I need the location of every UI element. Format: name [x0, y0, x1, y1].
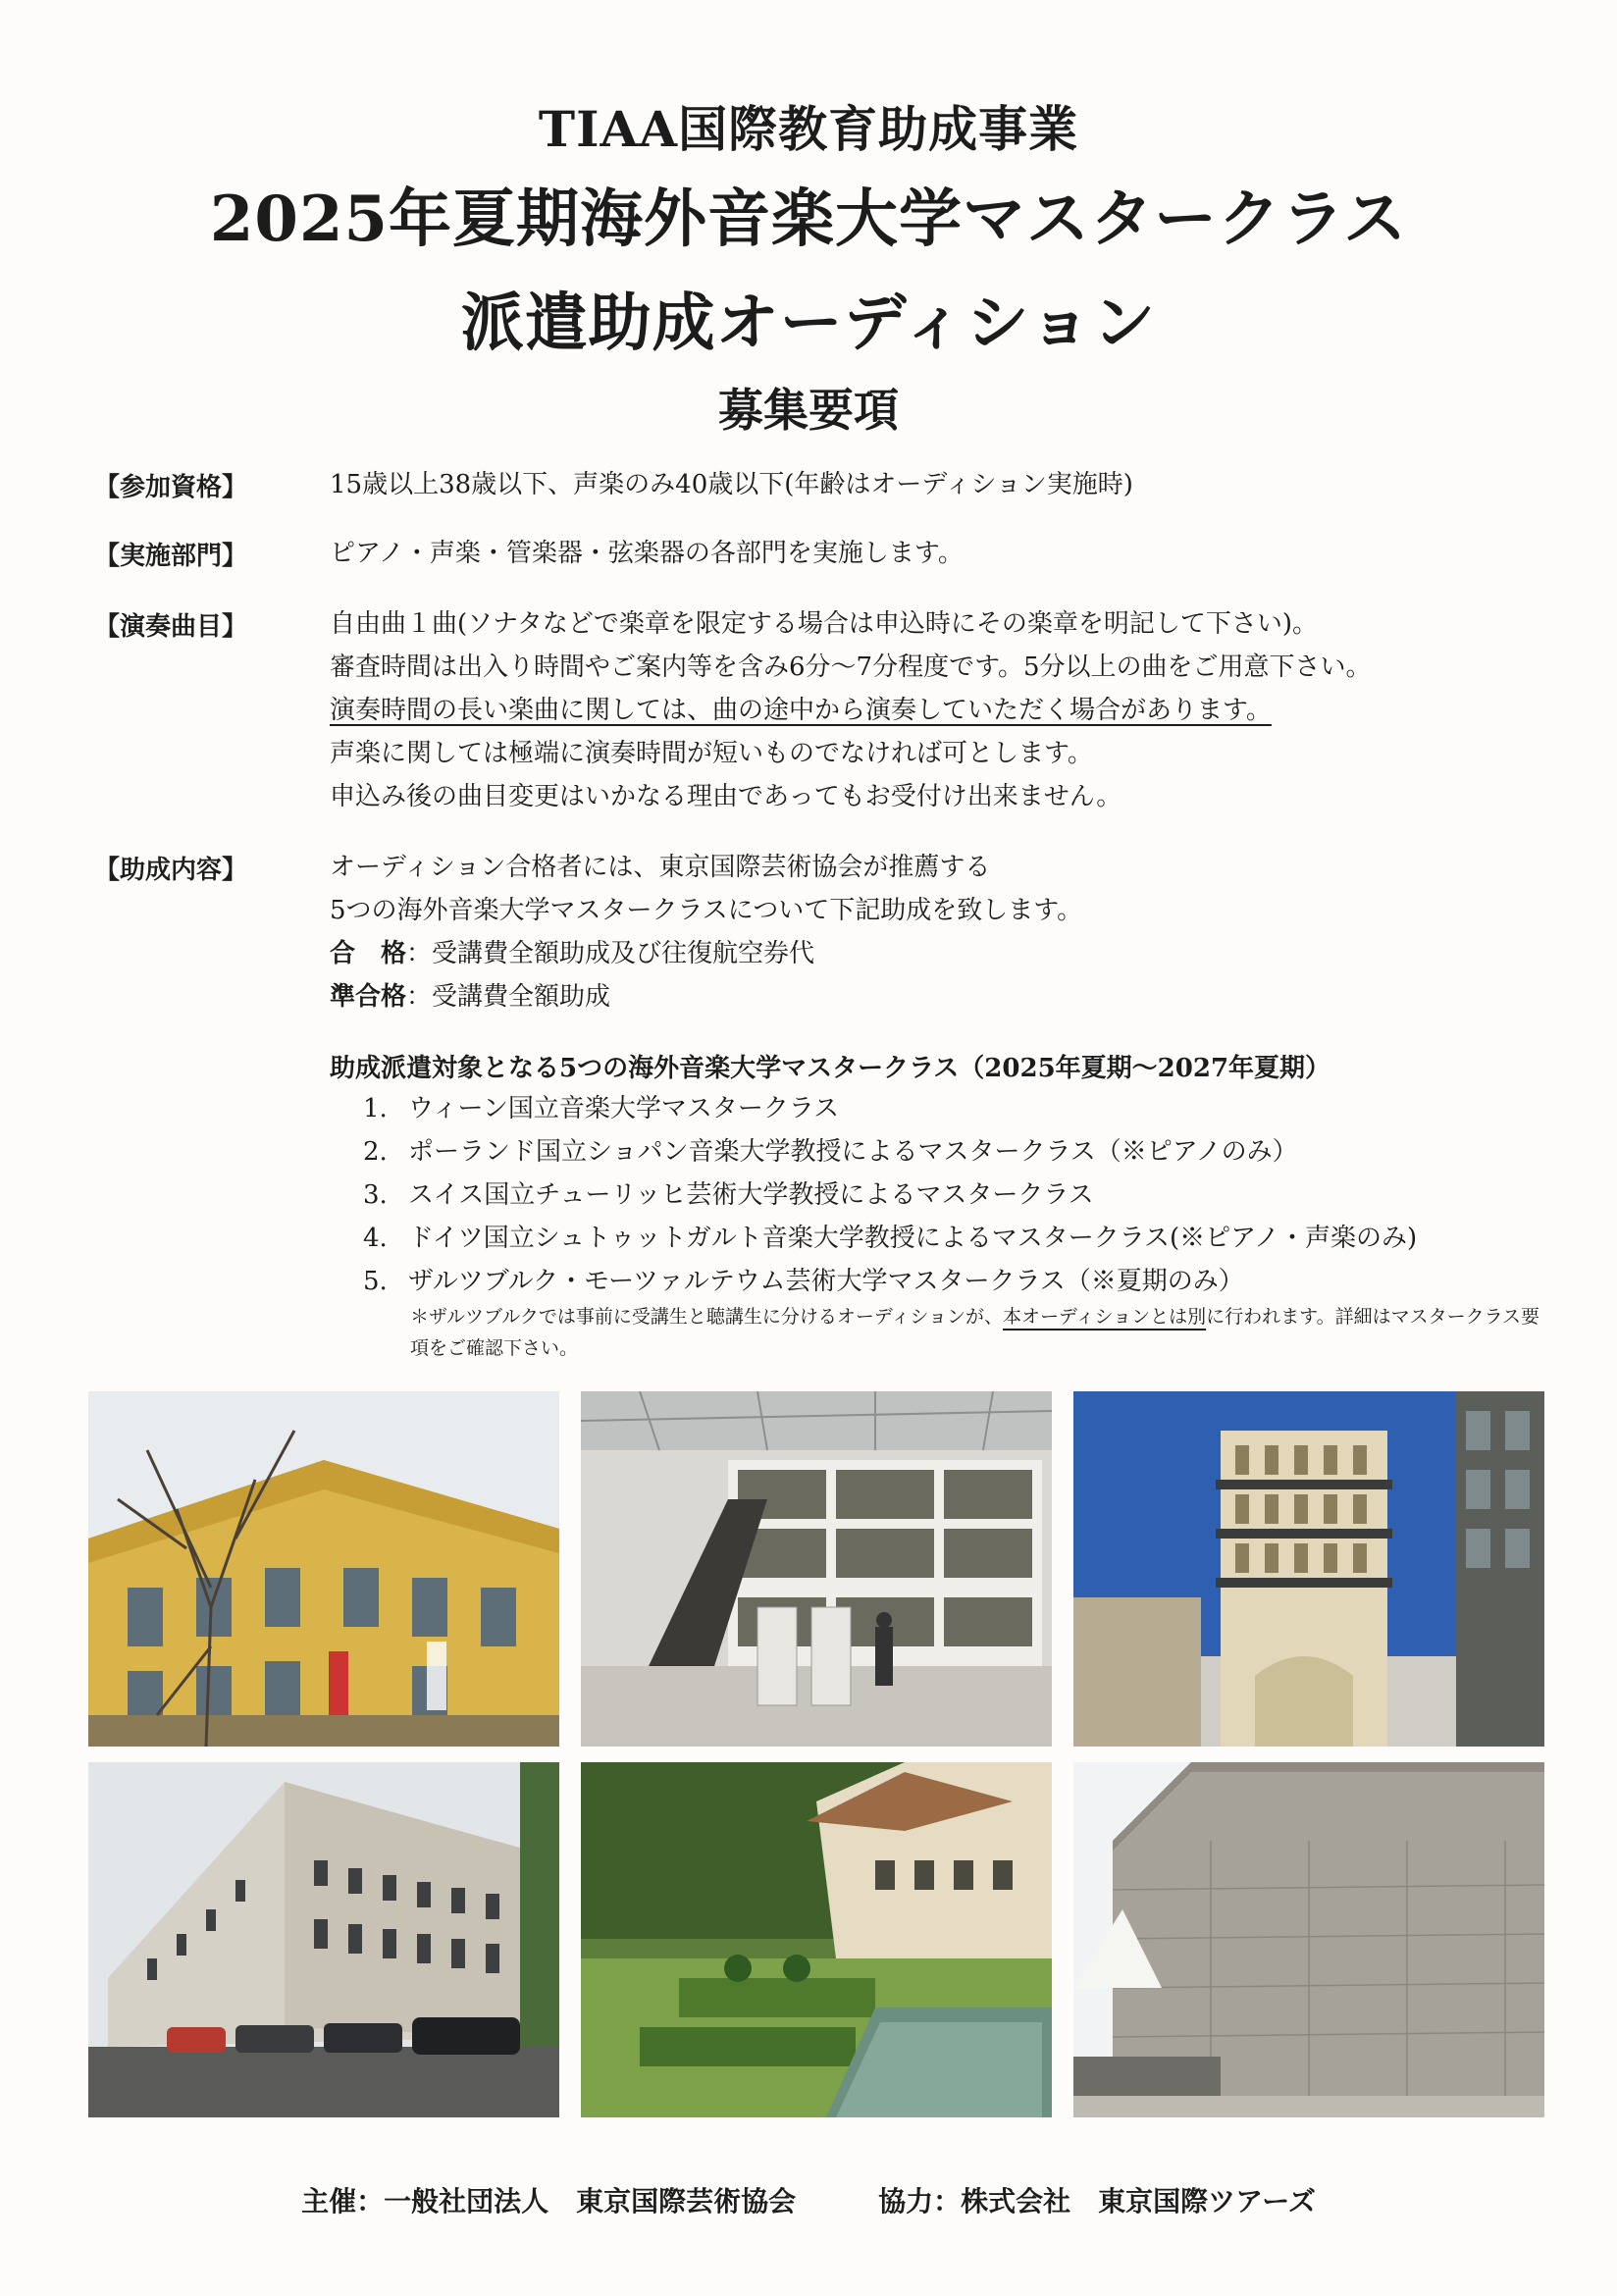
photo-munich-building: [88, 1762, 559, 2117]
eligibility-text: 15歳以上38歳以下、声楽のみ40歳以下(年齢はオーディション実施時): [330, 470, 1133, 499]
salzburg-note: ＊ザルツブルクでは事前に受講生と聴講生に分けるオーディションが、本オーディションとは別に行われます。詳細はマスタークラス要項をご確認下さい。: [410, 1306, 1540, 1359]
semi-pass-label: 準合格: [330, 982, 407, 1012]
list-item: 3. スイス国立チューリッヒ芸術大学教授によるマスタークラス: [363, 1180, 1094, 1210]
repertoire-line: 審査時間は出入り時間やご案内等を含み6分～7分程度です。5分以上の曲をご用意下さい。: [330, 652, 1372, 682]
cooperation-text: 協力：株式会社 東京国際ツアーズ: [878, 2185, 1316, 2218]
repertoire-line-underlined: 演奏時間の長い楽曲に関しては、曲の途中から演奏していただく場合があります。: [330, 696, 1272, 725]
main-title-line1: 2025年夏期海外音楽大学マスタークラス: [209, 183, 1408, 256]
list-item: 1. ウィーン国立音楽大学マスタークラス: [363, 1094, 840, 1123]
grant-semi-pass: [330, 979, 1586, 1022]
main-title-line2: 派遣助成オーディション: [460, 287, 1157, 360]
footer: [0, 2180, 1617, 2219]
list-item: 4. ドイツ国立シュトゥットガルト音楽大学教授によるマスタークラス(※ピアノ・声楽のみ): [363, 1224, 1418, 1253]
photo-zurich-garden: [581, 1762, 1052, 2117]
photo-warsaw-interior: [581, 1391, 1052, 1747]
departments-label: 【実施部門】: [94, 542, 248, 571]
masterclass-list-title: 助成派遣対象となる5つの海外音楽大学マスタークラス（2025年夏期～2027年夏期）: [330, 1054, 1331, 1083]
list-item: 5. ザルツブルク・モーツァルテウム芸術大学マスタークラス（※夏期のみ）: [363, 1267, 1244, 1296]
organizer-text: 主催：一般社団法人 東京国際芸術協会: [301, 2185, 797, 2218]
pass-label: 合 格: [330, 939, 407, 968]
grant-line: 5つの海外音楽大学マスタークラスについて下記助成を致します。: [330, 896, 1083, 925]
subtitle: 募集要項: [718, 384, 899, 437]
photo-stuttgart-tower: [1073, 1391, 1544, 1747]
eligibility-label: 【参加資格】: [94, 473, 248, 502]
program-title: TIAA国際教育助成事業: [538, 100, 1079, 158]
repertoire-line: 声楽に関しては極端に演奏時間が短いものでなければ可とします。: [330, 739, 1093, 768]
masterclass-list: [363, 1091, 1417, 1307]
semi-pass-text: ：受講費全額助成: [406, 982, 611, 1012]
repertoire-line: 自由曲１曲(ソナタなどで楽章を限定する場合は申込時にその楽章を明記して下さい)。: [330, 609, 1318, 639]
photo-salzburg-building: [1073, 1762, 1544, 2117]
grant-label: 【助成内容】: [94, 856, 248, 885]
repertoire-label: 【演奏曲目】: [94, 612, 248, 642]
grant-pass: [330, 936, 1586, 979]
pass-text: ：受講費全額助成及び往復航空券代: [406, 939, 815, 968]
repertoire-line: 申込み後の曲目変更はいかなる理由であってもお受付け出来ません。: [330, 782, 1122, 811]
list-item: 2. ポーランド国立ショパン音楽大学教授によるマスタークラス（※ピアノのみ）: [363, 1137, 1298, 1167]
departments-text: ピアノ・声楽・管楽器・弦楽器の各部門を実施します。: [330, 539, 964, 568]
photo-vienna-building: [88, 1391, 559, 1747]
grant-line: オーディション合格者には、東京国際芸術協会が推薦する: [330, 853, 991, 882]
